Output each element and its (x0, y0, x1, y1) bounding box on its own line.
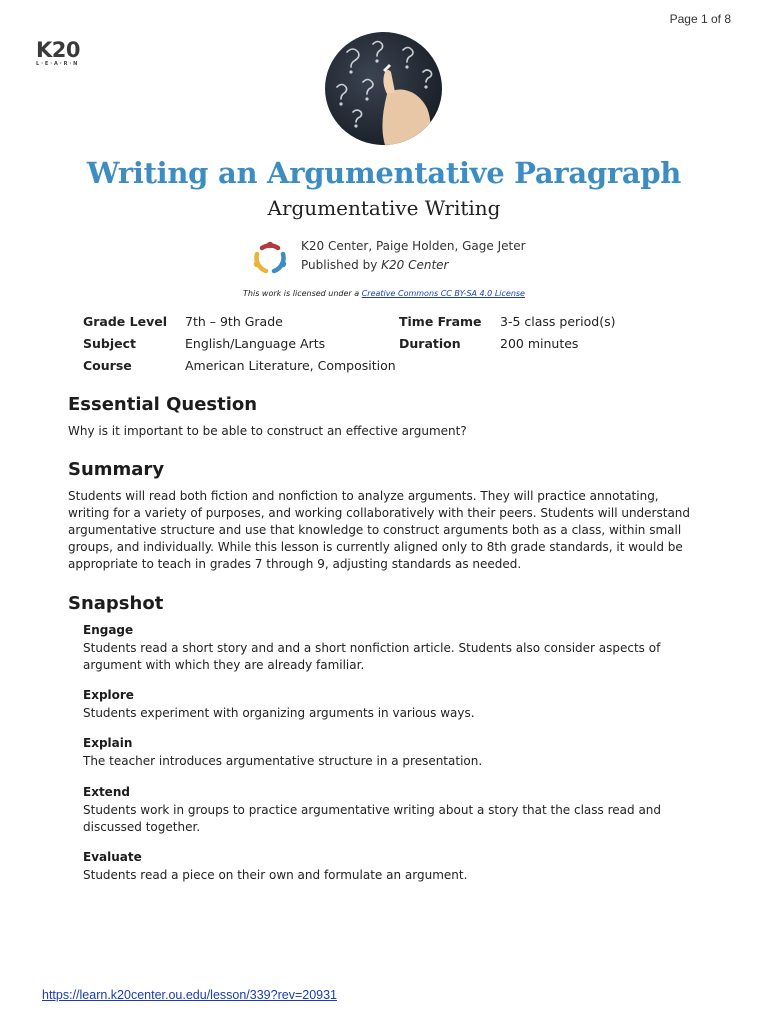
chalkboard-question-marks-image (325, 32, 442, 145)
essential-question-text: Why is it important to be able to construct an effective argument? (68, 424, 467, 438)
essential-question-heading: Essential Question (68, 394, 258, 415)
snapshot-item-text: Students read a piece on their own and formulate an argument. (83, 868, 468, 882)
page-counter: Page 1 of 8 (669, 12, 731, 26)
lesson-url-link[interactable]: https://learn.k20center.ou.edu/lesson/339?rev=20931 (42, 988, 338, 1002)
snapshot-item-label: Evaluate (83, 850, 142, 864)
snapshot-item-text: The teacher introduces argumentative structure in a presentation. (83, 754, 483, 768)
snapshot-item-text: Students read a short story and and a short nonfiction article. Students also consider aspects of argument with which they are already familiar. (83, 641, 661, 672)
duration-label: Duration (399, 336, 461, 351)
snapshot-item-label: Engage (83, 623, 134, 637)
published-prefix: Published by (301, 258, 378, 272)
snapshot-heading: Snapshot (68, 593, 164, 614)
time-frame-label: Time Frame (399, 314, 482, 329)
author-info (250, 238, 580, 278)
snapshot-item-label: Extend (83, 785, 130, 799)
snapshot-item-label: Explain (83, 736, 133, 750)
snapshot-engage (83, 623, 683, 674)
license-link[interactable]: Creative Commons CC BY-SA 4.0 License (361, 289, 525, 298)
snapshot-explain (83, 736, 683, 770)
snapshot-extend (83, 785, 683, 836)
subject-value: English/Language Arts (185, 336, 326, 351)
license-note (0, 289, 768, 298)
course-label: Course (83, 358, 132, 373)
lesson-title: Writing an Argumentative Paragraph (86, 156, 682, 190)
snapshot-item-label: Explore (83, 688, 134, 702)
lesson-subtitle: Argumentative Writing (267, 196, 501, 220)
grade-level-label: Grade Level (83, 314, 167, 329)
publisher-line (301, 258, 448, 272)
logo-tagline: L·E·A·R·N (36, 61, 80, 67)
duration-value: 200 minutes (500, 336, 579, 351)
publisher-name: K20 Center (381, 258, 449, 272)
k20-people-circle-icon (250, 238, 290, 276)
time-frame-value: 3-5 class period(s) (500, 314, 616, 329)
snapshot-item-text: Students experiment with organizing arguments in various ways. (83, 706, 475, 720)
summary-heading: Summary (68, 459, 165, 480)
snapshot-explore (83, 688, 683, 722)
grade-level-value: 7th – 9th Grade (185, 314, 283, 329)
logo-wordmark: K20 (36, 38, 80, 62)
snapshot-evaluate (83, 850, 683, 884)
summary-text: Students will read both fiction and nonfiction to analyze arguments. They will practice annotating, writing for a variety of purposes, and working collaboratively with their peers. Students will understand argumentative structure and use that knowledge to construct arguments both as a class, within small groups, and individually. While this lesson is currently aligned only to 8th grade standards, it would be appropriate to teach in grades 7 through 9, adjusting standards as needed. (68, 489, 691, 571)
authors-list: K20 Center, Paige Holden, Gage Jeter (301, 239, 526, 253)
snapshot-item-text: Students work in groups to practice argumentative writing about a story that the class read and discussed together. (83, 803, 662, 834)
course-value: American Literature, Composition (185, 358, 396, 373)
subject-label: Subject (83, 336, 136, 351)
k20-learn-logo (36, 40, 80, 67)
license-prefix: This work is licensed under a (243, 289, 360, 298)
